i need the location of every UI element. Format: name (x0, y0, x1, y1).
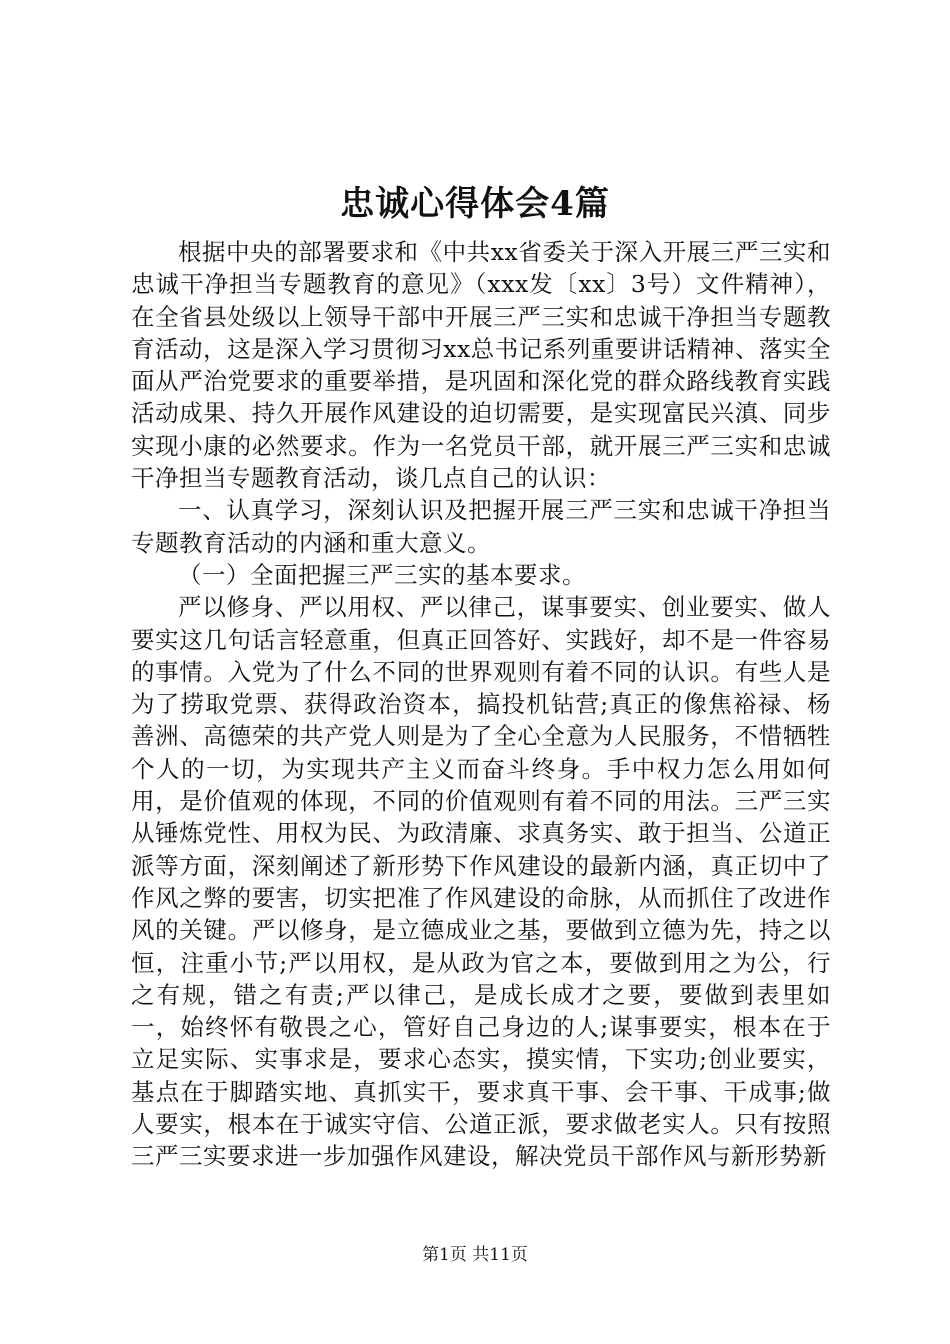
paragraph-body: 严以修身、严以用权、严以律己，谋事要实、创业要实、做人要实这几句话言轻意重，但真正回答好、实践好，却不是一件容易的事情。入党为了什么不同的世界观则有着不同的认识。有些人是为了捞取党票、获得政治资本，搞投机钻营;真正的像焦裕禄、杨善洲、高德荣的共产党人则是为了全心全意为人民服务，不惜牺牲个人的一切，为实现共产主义而奋斗终身。手中权力怎么用如何用，是价值观的体现，不同的价值观则有着不同的用法。三严三实从锤炼党性、用权为民、为政清廉、求真务实、敢于担当、公道正派等方面，深刻阐述了新形势下作风建设的最新内涵，真正切中了作风之弊的要害，切实把准了作风建设的命脉，从而抓住了改进作风的关键。严以修身，是立德成业之基，要做到立德为先，持之以恒，注重小节;严以用权，是从政为官之本，要做到用之为公，行之有规，错之有责;严以律己，是成长成才之要，要做到表里如一，始终怀有敬畏之心，管好自己身边的人;谋事要实，根本在于立足实际、实事求是，要求心态实，摸实情，下实功;创业要实，基点在于脚踏实地、真抓实干，要求真干事、会干事、干成事;做人要实，根本在于诚实守信、公道正派，要求做老实人。只有按照三严三实要求进一步加强作风建设，解决党员干部作风与新形势新 (131, 593, 831, 1171)
document-body (131, 236, 831, 1173)
paragraph-section-heading: 一、认真学习，深刻认识及把握开展三严三实和忠诚干净担当专题教育活动的内涵和重大意义。 (131, 496, 831, 557)
paragraph-intro: 根据中央的部署要求和《中共xx省委关于深入开展三严三实和忠诚干净担当专题教育的意见》（xxx发〔xx〕3号）文件精神），在全省县处级以上领导干部中开展三严三实和忠诚干净担当专题教育活动，这是深入学习贯彻习xx总书记系列重要讲话精神、落实全面从严治党要求的重要举措，是巩固和深化党的群众路线教育实践活动成果、持久开展作风建设的迫切需要，是实现富民兴滇、同步实现小康的必然要求。作为一名党员干部，就开展三严三实和忠诚干净担当专题教育活动，谈几点自己的认识： (131, 238, 831, 493)
document-title: 忠诚心得体会4篇 (340, 184, 610, 224)
page-footer: 第1页 共11页 (422, 1245, 528, 1265)
paragraph-subsection-heading: （一）全面把握三严三实的基本要求。 (178, 560, 586, 589)
